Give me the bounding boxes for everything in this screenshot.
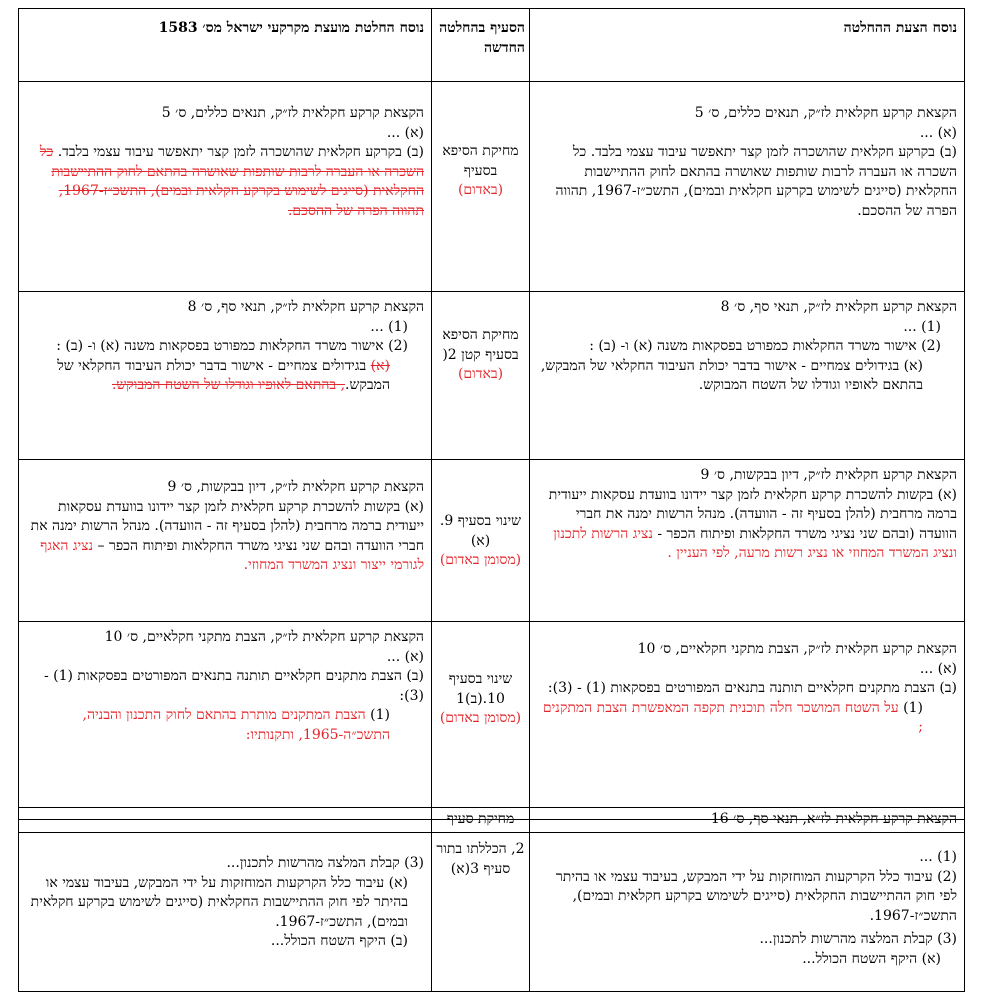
- proposal-line: (3) קבלת המלצה מהרשות לתכנון...: [759, 931, 957, 947]
- original-title: הקצאת קרקע חקלאית לז״ק, הצבת מתקני חקלאיים, ס׳ 10: [104, 629, 424, 645]
- original-line: (1) ...: [370, 318, 408, 335]
- section-text: מחיקת הסיפא בסעיף קטן 2(: [442, 327, 519, 363]
- proposal-line: [537, 699, 957, 738]
- table-row: [19, 292, 965, 460]
- proposal-title: הקצאת קרקע חקלאית לז״ק, תנאי סף, ס׳ 8: [720, 299, 957, 315]
- original-cell: [19, 460, 432, 622]
- original-line: (3) קבלת המלצה מהרשות לתכנון...: [226, 855, 424, 871]
- original-red-text: הצבת המתקנים מותרת בהתאם לחוק התכנון והבניה, התשכ״ה-1965, ותקנותיו:: [82, 707, 390, 743]
- header-section: הסעיף בהחלטה החדשה: [432, 9, 530, 82]
- original-line: (א) עיבוד כלל הקרקעות המוחזקות על ידי המבקש, בעיבוד עצמי או בהיתר לפי חוק ההתיישבות החקלאית (סייגים לשימוש בקרקע חקלאית ובמים), התשכ״ז-1967.: [30, 874, 408, 930]
- section-cell: [432, 292, 530, 460]
- header-original: נוסח החלטת מועצת מקרקעי ישראל מס׳ 1583: [19, 9, 432, 82]
- proposal-line: (2) עיבוד כלל הקרקעות המוחזקות על ידי המבקש, בעיבוד עצמי או בהיתר לפי חוק ההתיישבות החקלאית (סייגים לשימוש בקרקע חקלאית ובמים), התשכ״ז-1967.: [555, 868, 957, 924]
- section-cell: מחיקת סעיף: [432, 808, 530, 833]
- proposal-cell: [530, 622, 965, 808]
- proposal-line: (א) ...: [919, 124, 957, 141]
- proposal-cell: [530, 820, 965, 992]
- section-text: שינוי בסעיף 9.(א): [439, 513, 522, 549]
- table-row: [19, 82, 965, 292]
- original-cell: [19, 820, 432, 992]
- proposal-line: (2) אישור משרד החקלאות כמפורט בפסקאות משנה (א) ו- (ב) :: [589, 338, 941, 354]
- original-plain: (ב) בקרקע חקלאית שהושכרה לזמן קצר יתאפשר עיבוד עצמי בלבד.: [57, 144, 424, 160]
- original-title: הקצאת קרקע חקלאית לז״ק, תנאי סף, ס׳ 8: [187, 299, 424, 315]
- proposal-title: הקצאת קרקע חקלאית לז״ק, תנאים כללים, ס׳ 5: [694, 105, 957, 121]
- proposal-red-text: נציג הרשות לתכנון ונציג המשרד המחוזי או נציג רשות מרעה, לפי העניין .: [553, 525, 957, 561]
- proposal-title: הקצאת קרקע חקלאית לז״ק, הצבת מתקני חקלאיים, ס׳ 10: [637, 641, 957, 657]
- proposal-line: (1) ...: [919, 849, 957, 865]
- original-mark: (1): [370, 707, 390, 723]
- proposal-cell: [530, 460, 965, 622]
- section-color-note: (באדום): [457, 182, 504, 198]
- proposal-mark: (1): [903, 699, 923, 716]
- original-cell: [19, 292, 432, 460]
- original-cell: [19, 622, 432, 808]
- proposal-line: (א) ...: [919, 660, 957, 677]
- proposal-plain: (א) בקשות להשכרת קרקע חקלאית לזמן קצר יידונו בוועדת עסקאות ייעודית ברמה מרחבית (להלן בסעיף זה - הוועדה). מנהל הרשות ימנה את חברי הוועדה (ובהם שני נציגי משרד החקלאות ופיתוח הכפר -: [548, 486, 957, 542]
- original-line: (2) אישור משרד החקלאות כמפורט בפסקאות משנה (א) ו- (ב) :: [56, 338, 408, 354]
- header-row: [19, 9, 965, 82]
- table-row: [19, 820, 965, 992]
- proposal-line: (א) בגידולים צמחיים - אישור בדבר יכולת העיבוד החקלאי של המבקש, בהתאם לאופיו וגודלו של השטח המבוקש.: [540, 357, 923, 393]
- proposal-cell: [530, 82, 965, 292]
- original-plain: בגידולים צמחיים - אישור בדבר יכולת העיבוד החקלאי של המבקש.: [57, 357, 390, 393]
- section-color-note: (באדום): [457, 366, 504, 382]
- section-cell: [432, 82, 530, 292]
- proposal-title: הקצאת קרקע חקלאית לז״ק, דיון בבקשות, ס׳ 9: [700, 467, 957, 483]
- proposal-line: (ב) בקרקע חקלאית שהושכרה לזמן קצר יתאפשר עיבוד עצמי בלבד. כל השכרה או העברה לרבות שותפות שאושרה בהתאם לחוק ההתיישבות החקלאית (סייגים לשימוש בקרקע חקלאית ובמים), התשכ״ז-1967, תהווה הפרה של ההסכם.: [555, 144, 957, 219]
- comparison-table-continued: [18, 819, 965, 992]
- original-line: (ב) הצבת מתקנים חקלאיים תותנה בתנאים המפורטים בפסקאות (1) - (3):: [43, 668, 424, 704]
- original-plain: (א) בקשות להשכרת קרקע חקלאית לזמן קצר יידונו בוועדת עסקאות ייעודית ברמה מרחבית (להלן בסעיף זה - הוועדה). מנהל הרשות ימנה את חברי הוועדה ובהם שני נציגי משרד החקלאות ופיתוח הכפר –: [30, 498, 424, 554]
- section-text: 2, הכללתו בתור סעיף 3(א): [436, 841, 525, 877]
- table-row: [19, 460, 965, 622]
- section-color-note: (מסומן באדום): [439, 552, 522, 568]
- struck-text: כל השכרה או העברה לרבות שותפות שאושרה בהתאם לחוק ההתיישבות החקלאית (סייגים לשימוש בקרקע חקלאית ובמים), התשכ״ז-1967, תהווה הפרה של ההסכם.: [39, 144, 424, 219]
- proposal-cell: הקצאת קרקע חקלאית לז״א, תנאי סף, ס׳ 16: [530, 808, 965, 833]
- original-cell: [19, 82, 432, 292]
- table-row: [19, 622, 965, 808]
- proposal-red-text: על השטח המושכר חלה תוכנית תקפה המאפשרת הצבת המתקנים ;: [542, 699, 923, 735]
- header-proposal: נוסח הצעת ההחלטה: [530, 9, 965, 82]
- proposal-cell: [530, 292, 965, 460]
- struck-text: , בהתאם לאופיו וגודלו של השטח המבוקש.: [111, 377, 346, 393]
- proposal-line: (1) ...: [903, 318, 941, 335]
- original-line: [26, 357, 424, 396]
- original-line: [26, 498, 424, 576]
- proposal-line: [537, 486, 957, 564]
- original-line: (א) ...: [386, 124, 424, 141]
- original-line: (ב) היקף השטח הכולל...: [270, 933, 408, 949]
- original-title: הקצאת קרקע חקלאית לז״ק, דיון בבקשות, ס׳ 9: [167, 479, 424, 495]
- section-cell: [432, 622, 530, 808]
- original-line: [26, 706, 424, 745]
- original-line: (א) ...: [386, 648, 424, 665]
- section-cell: [432, 820, 530, 992]
- section-color-note: (מסומן באדום): [439, 710, 522, 726]
- original-title: הקצאת קרקע חקלאית לז״ק, תנאים כללים, ס׳ 5: [161, 105, 424, 121]
- proposal-line: (ב) הצבת מתקנים חקלאיים תותנה בתנאים המפורטים בפסקאות (1) - (3):: [547, 680, 957, 696]
- comparison-table: [18, 8, 965, 833]
- section-text: שינוי בסעיף 10.(ב)1: [448, 671, 513, 707]
- section-cell: [432, 460, 530, 622]
- struck-mark: (א): [370, 357, 390, 374]
- proposal-line: (א) היקף השטח הכולל...: [802, 950, 941, 967]
- original-line: [26, 143, 424, 221]
- section-text: מחיקת הסיפא בסעיף: [442, 143, 519, 179]
- original-red-text: נציג האגף לגורמי ייצור ונציג המשרד המחוזי.: [40, 537, 424, 573]
